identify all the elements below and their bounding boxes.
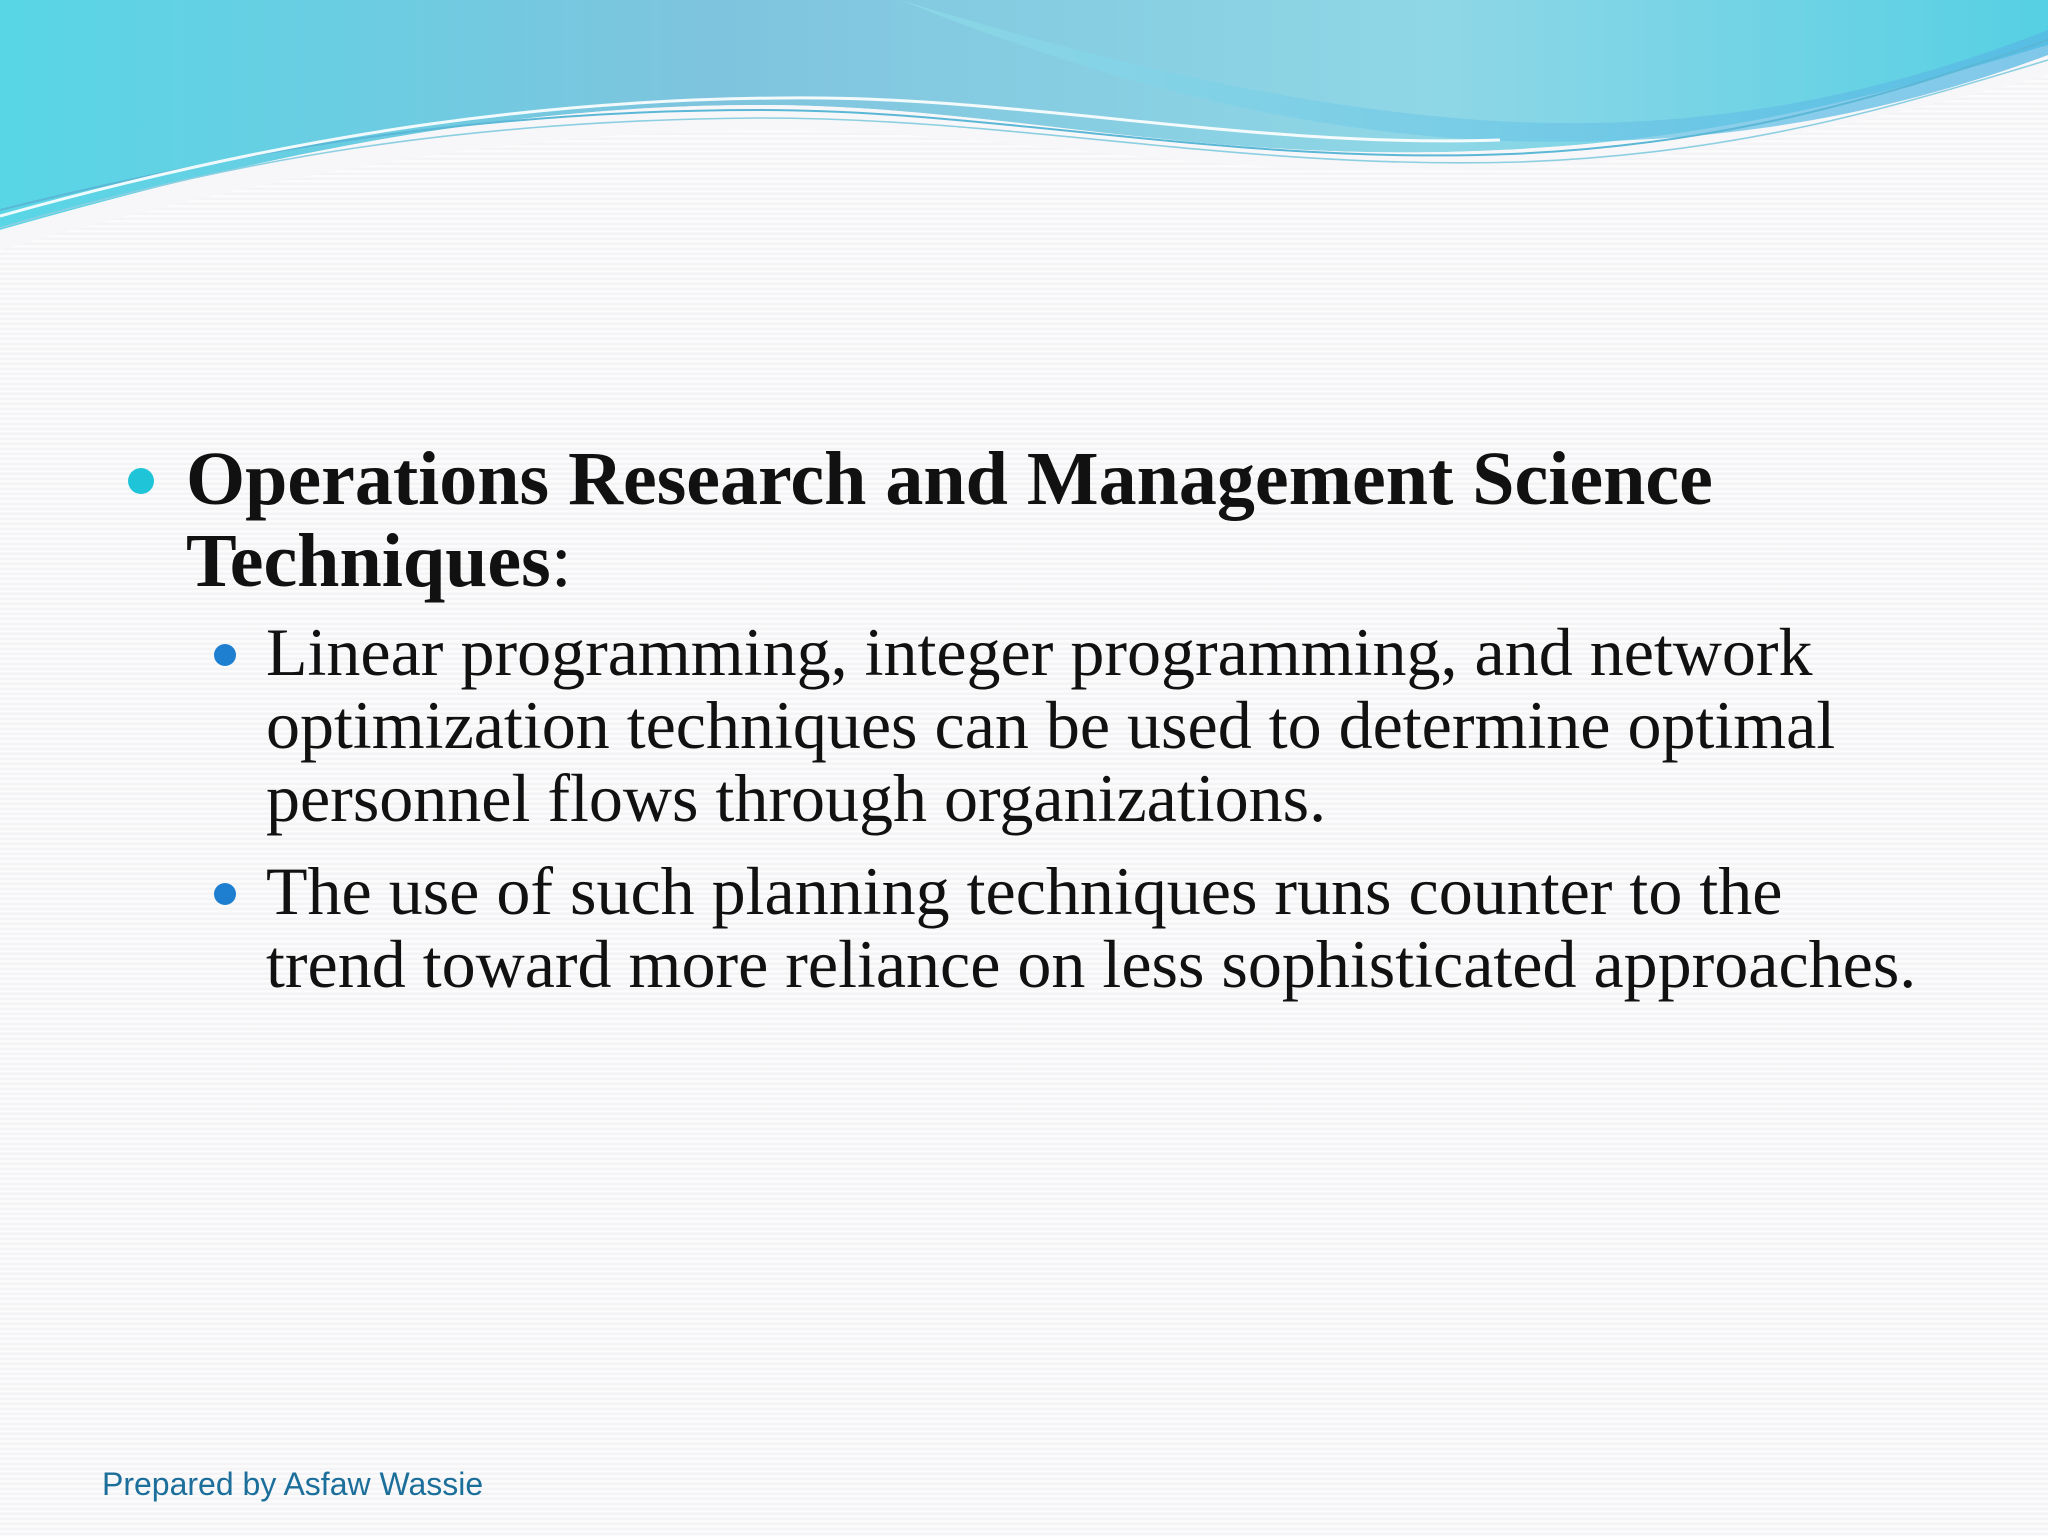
sub-point-text: The use of such planning techniques runs counter to the trend toward more reliance on less sophisticated approaches. — [266, 853, 1917, 1002]
sub-bullet-list — [128, 616, 2046, 1001]
sub-point-text: Linear programming, integer programming, and network optimization techniques can be used to determine optimal personnel flows through organizations. — [266, 614, 1836, 836]
bullet-dot-icon — [128, 468, 154, 494]
sub-bullet-item — [266, 855, 1926, 1001]
sub-bullet-item — [266, 616, 1926, 835]
main-point-title: Operations Research and Management Science Techniques — [186, 437, 1713, 603]
wave-decoration-icon — [0, 0, 2048, 260]
footer-credit: Prepared by Asfaw Wassie — [102, 1466, 484, 1502]
main-point-suffix: : — [550, 519, 572, 603]
main-bullet-item — [128, 438, 1948, 602]
bullet-dot-icon — [214, 883, 236, 905]
bullet-dot-icon — [214, 644, 236, 666]
slide-content — [128, 438, 1948, 1021]
